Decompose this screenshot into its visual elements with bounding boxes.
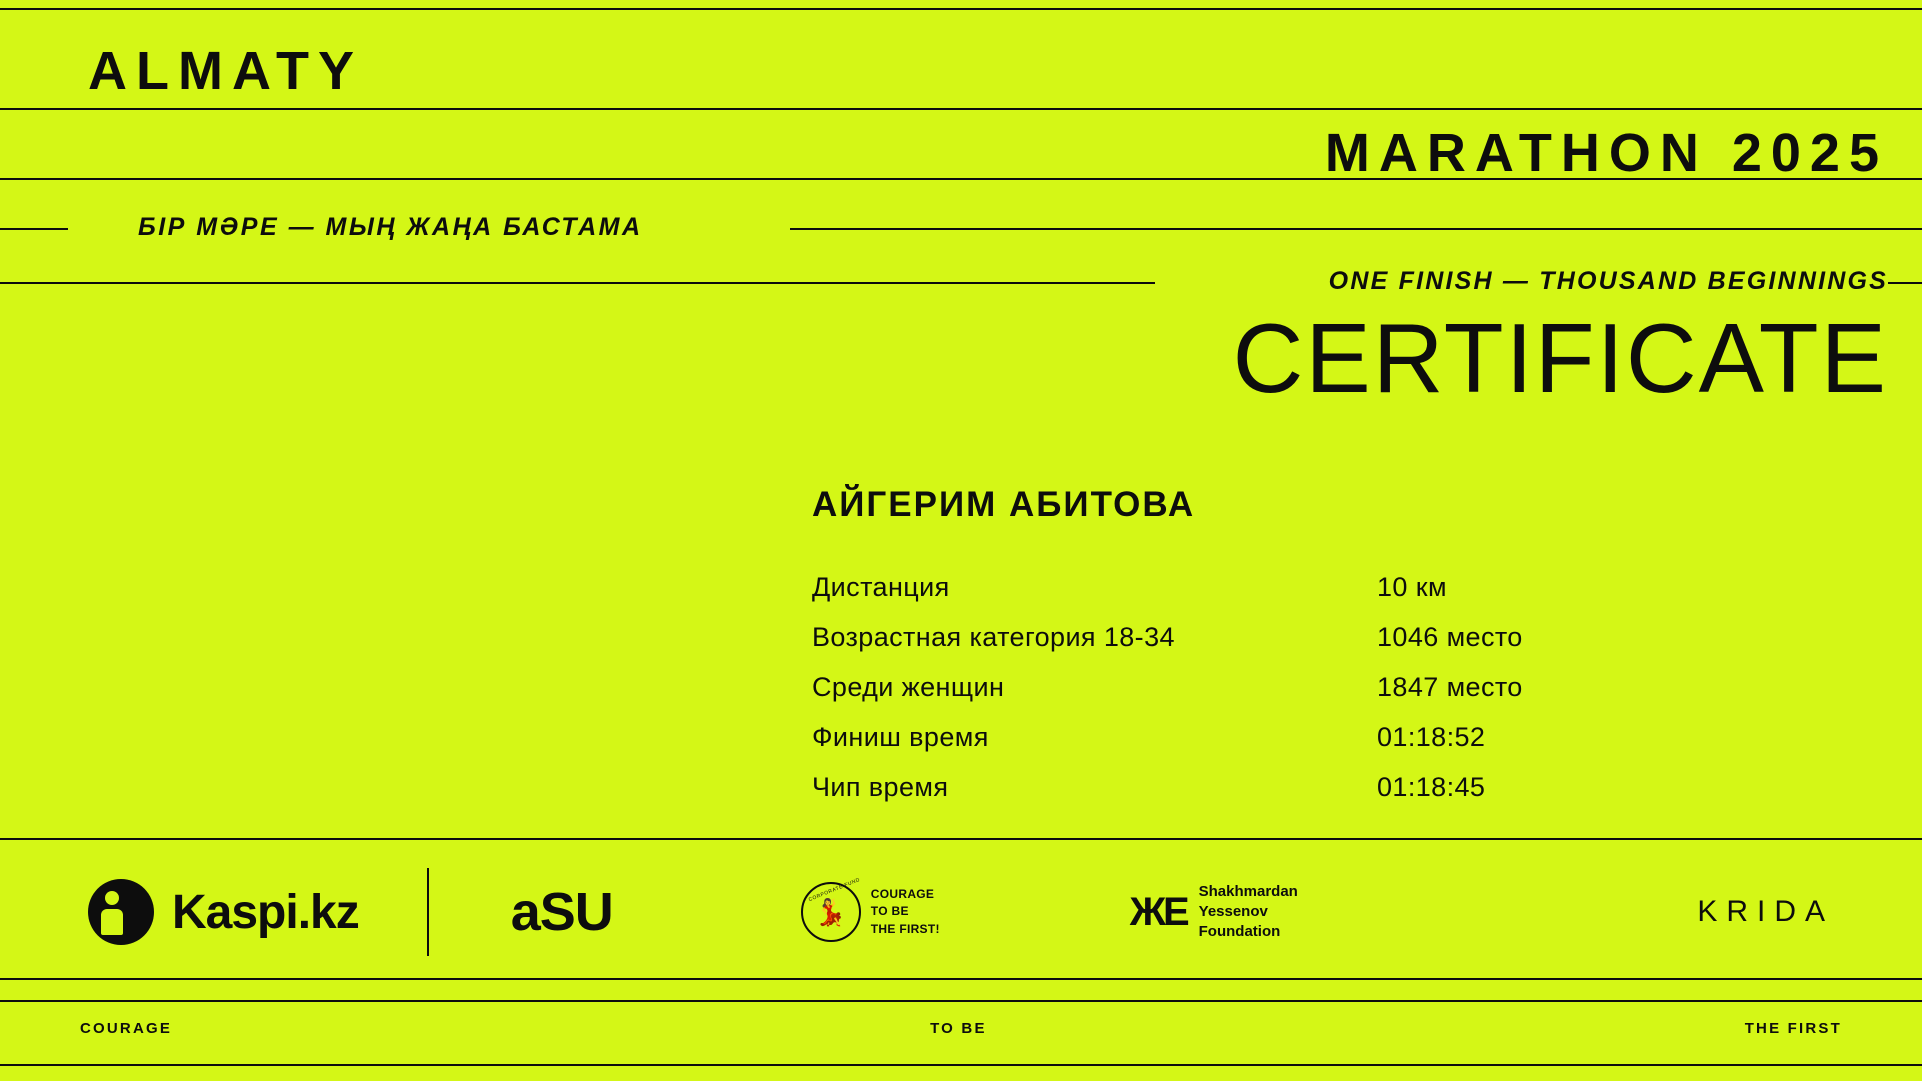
- result-value: 10 км: [1377, 572, 1447, 602]
- yessenov-line-3: Foundation: [1198, 923, 1281, 941]
- result-value: 1046 место: [1377, 622, 1523, 652]
- sponsor-asu: aSU: [510, 882, 613, 942]
- yessenov-line-2: Yessenov: [1198, 902, 1268, 920]
- divider-line-9: [0, 1064, 1922, 1066]
- table-row: [812, 622, 1612, 672]
- footer-middle-text: TO BE: [930, 1020, 987, 1037]
- courage-fund-line-3: THE FIRST!: [870, 921, 940, 936]
- yessenov-text: [1199, 882, 1298, 943]
- result-label: Среди женщин: [812, 672, 1005, 702]
- slogan-kazakh: БІР МӘРЕ — МЫҢ ЖАҢА БАСТАМА: [138, 215, 659, 240]
- result-value: 1847 место: [1377, 672, 1523, 702]
- footer-right-text: THE FIRST: [1744, 1020, 1842, 1037]
- table-row: [812, 722, 1612, 772]
- city-title: ALMATY: [88, 41, 363, 101]
- divider-line-8: [0, 1000, 1922, 1002]
- result-value: 01:18:52: [1377, 722, 1486, 752]
- yessenov-logo-icon: ЖЕ: [1129, 890, 1187, 934]
- table-row: [812, 672, 1612, 722]
- sponsor-divider: [427, 868, 429, 956]
- courage-fund-text: [871, 886, 940, 938]
- page-title: CERTIFICATE: [1232, 303, 1888, 413]
- event-title: MARATHON 2025: [1324, 123, 1888, 183]
- footer-left-text: COURAGE: [80, 1020, 173, 1037]
- table-row: [812, 772, 1612, 822]
- runner-figure-icon: 💃: [814, 897, 848, 927]
- kaspi-wordmark: Kaspi.kz: [172, 885, 359, 939]
- result-label: Возрастная категория 18-34: [812, 622, 1175, 652]
- kaspi-logo-icon: [88, 879, 154, 945]
- sponsor-yessenov-foundation: [1130, 882, 1298, 943]
- sponsor-krida: KRIDA: [1697, 895, 1834, 928]
- divider-line-5a: [0, 282, 1155, 284]
- result-label: Чип время: [812, 772, 949, 802]
- result-label: Финиш время: [812, 722, 989, 752]
- divider-line-4b: [790, 228, 1922, 230]
- divider-line-2: [0, 108, 1922, 110]
- table-row: [812, 572, 1612, 622]
- sponsor-kaspi: [88, 879, 359, 945]
- divider-line-1: [0, 8, 1922, 10]
- sponsor-bar: [0, 842, 1922, 982]
- sponsor-courage-fund: [801, 876, 940, 942]
- courage-fund-line-2: TO BE: [870, 904, 909, 919]
- slogan-english: ONE FINISH — THOUSAND BEGINNINGS: [1313, 269, 1888, 294]
- participant-name: АЙГЕРИМ АБИТОВА: [812, 485, 1196, 524]
- divider-line-4a: [0, 228, 68, 230]
- result-value: 01:18:45: [1377, 772, 1486, 802]
- divider-line-6: [0, 838, 1922, 840]
- results-table: [812, 572, 1612, 822]
- courage-fund-badge-icon: [801, 876, 861, 942]
- footer-bar: [0, 1020, 1922, 1037]
- yessenov-line-1: Shakhmardan: [1198, 882, 1298, 900]
- courage-fund-ring-text: CORPORATE FUND: [807, 876, 861, 904]
- result-label: Дистанция: [812, 572, 950, 602]
- courage-fund-line-1: COURAGE: [870, 886, 935, 901]
